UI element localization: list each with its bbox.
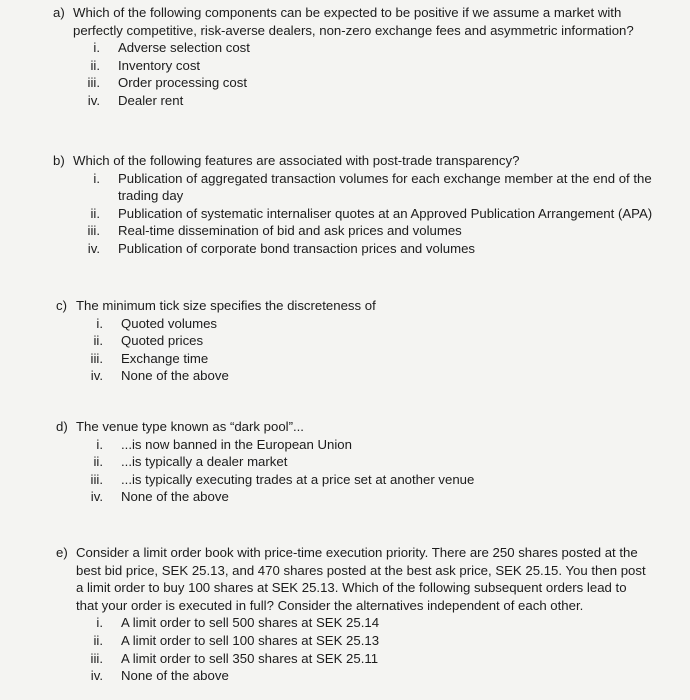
option-text: Real-time dissemination of bid and ask prices and volumes xyxy=(118,223,462,239)
question-stem xyxy=(53,152,668,170)
option-text: Quoted prices xyxy=(121,333,204,349)
option-item xyxy=(56,650,652,668)
option-item xyxy=(56,614,652,632)
option-text: A limit order to sell 500 shares at SEK 25.14 xyxy=(121,615,380,631)
option-number: iv. xyxy=(87,240,100,256)
question-letter: e) xyxy=(56,545,68,560)
option-item xyxy=(53,39,653,57)
option-item xyxy=(56,315,656,333)
option-text: None of the above xyxy=(121,489,229,505)
option-text: Dealer rent xyxy=(118,92,184,108)
option-item xyxy=(53,74,653,92)
question-letter: c) xyxy=(56,298,67,313)
option-number: ii. xyxy=(93,632,103,648)
option-number: i. xyxy=(93,170,100,186)
option-number: iii. xyxy=(87,223,100,239)
option-list xyxy=(53,170,668,258)
question-letter: d) xyxy=(56,419,68,434)
option-text: None of the above xyxy=(121,668,229,684)
option-number: i. xyxy=(96,436,103,452)
option-number: iii. xyxy=(90,650,103,666)
option-number: i. xyxy=(96,615,103,631)
option-list xyxy=(53,39,653,109)
option-text: ...is typically a dealer market xyxy=(121,454,288,470)
question-b xyxy=(53,152,668,258)
option-number: i. xyxy=(96,315,103,331)
option-text: Adverse selection cost xyxy=(118,40,250,56)
option-list xyxy=(56,614,652,684)
option-item xyxy=(56,667,652,685)
question-d xyxy=(56,418,656,506)
option-number: iii. xyxy=(90,350,103,366)
option-item xyxy=(56,453,656,471)
question-text: Which of the following features are associated with post-trade transparency? xyxy=(73,153,520,168)
option-list xyxy=(56,315,656,385)
option-item xyxy=(53,222,668,240)
option-list xyxy=(56,436,656,506)
option-text: Exchange time xyxy=(121,350,209,366)
option-text: Inventory cost xyxy=(118,57,201,73)
option-item xyxy=(53,92,653,110)
option-number: iii. xyxy=(87,75,100,91)
option-item xyxy=(53,240,668,258)
option-number: iii. xyxy=(90,471,103,487)
option-number: iv. xyxy=(90,668,103,684)
question-letter: b) xyxy=(53,153,65,168)
question-a xyxy=(53,4,653,110)
question-stem xyxy=(56,544,652,614)
option-text: Quoted volumes xyxy=(121,315,218,331)
option-number: i. xyxy=(93,40,100,56)
question-stem xyxy=(56,297,656,315)
option-number: ii. xyxy=(93,333,103,349)
question-stem xyxy=(56,418,656,436)
question-c xyxy=(56,297,656,385)
question-text: The minimum tick size specifies the discreteness of xyxy=(76,298,376,313)
option-item xyxy=(56,367,656,385)
option-number: iv. xyxy=(90,489,103,505)
option-item xyxy=(56,436,656,454)
question-stem xyxy=(53,4,653,39)
option-text: Publication of systematic internaliser quotes at an Approved Publication Arrangement (APA) xyxy=(118,205,653,221)
option-text: ...is now banned in the European Union xyxy=(121,436,352,452)
option-item xyxy=(53,170,668,205)
question-text: Which of the following components can be expected to be positive if we assume a market with perfectly competitive, risk-averse dealers, non-zero exchange fees and asymmetric information? xyxy=(73,5,634,38)
option-item xyxy=(56,332,656,350)
option-item xyxy=(56,488,656,506)
question-letter: a) xyxy=(53,5,65,20)
option-number: iv. xyxy=(90,368,103,384)
question-e xyxy=(56,544,652,685)
option-item xyxy=(53,57,653,75)
option-text: A limit order to sell 350 shares at SEK 25.11 xyxy=(121,650,379,666)
option-item xyxy=(56,350,656,368)
option-number: ii. xyxy=(93,454,103,470)
option-text: Publication of aggregated transaction volumes for each exchange member at the end of the trading day xyxy=(118,170,652,204)
question-text: The venue type known as “dark pool”... xyxy=(76,419,304,434)
question-text: Consider a limit order book with price-time execution priority. There are 250 shares posted at the best bid price, SEK 25.13, and 470 shares posted at the best ask price, SEK 25.15. You then post a limit order to buy 100 shares at SEK 25.13. Which of the following subsequent orders lead to that your order is executed in full? Consider the alternatives independent of each other. xyxy=(76,545,646,613)
option-item xyxy=(53,205,668,223)
option-item xyxy=(56,632,652,650)
option-text: Publication of corporate bond transaction prices and volumes xyxy=(118,240,476,256)
option-number: ii. xyxy=(90,57,100,73)
option-text: Order processing cost xyxy=(118,75,247,91)
option-item xyxy=(56,471,656,489)
option-text: A limit order to sell 100 shares at SEK 25.13 xyxy=(121,632,380,648)
option-text: None of the above xyxy=(121,368,229,384)
option-number: iv. xyxy=(87,92,100,108)
option-number: ii. xyxy=(90,205,100,221)
option-text: ...is typically executing trades at a price set at another venue xyxy=(121,471,475,487)
